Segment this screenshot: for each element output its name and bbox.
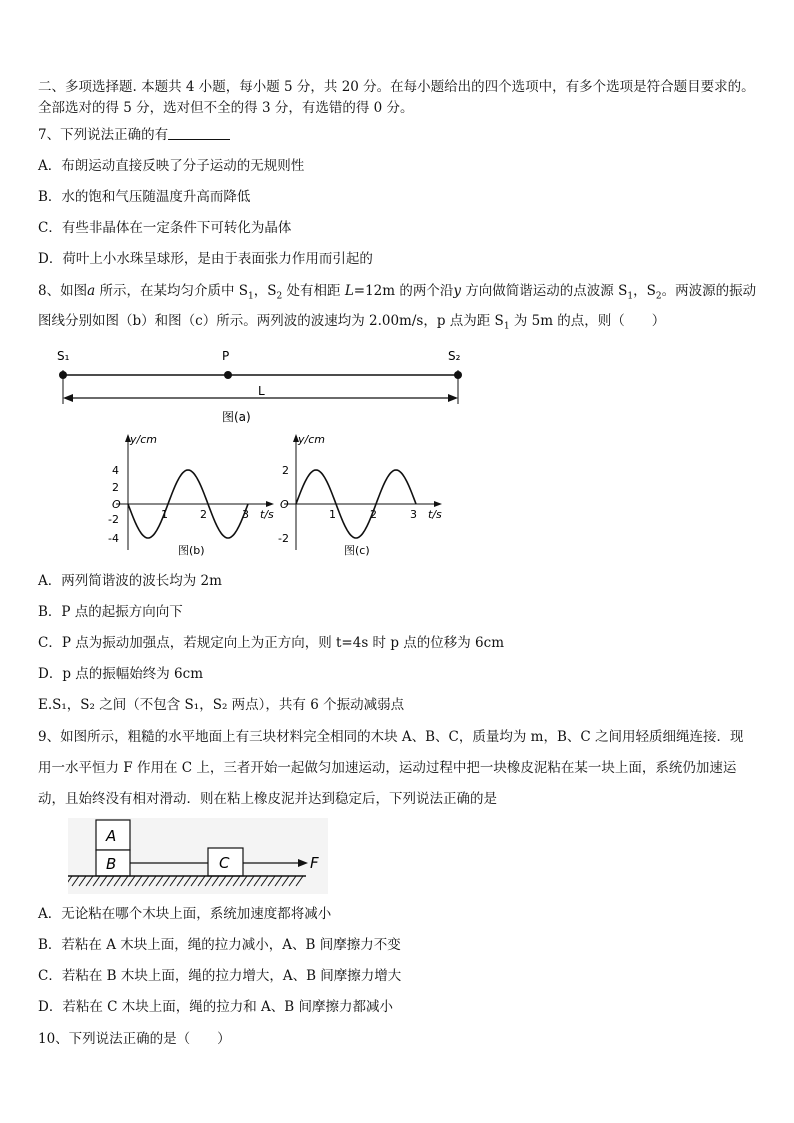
answer-blank bbox=[168, 126, 230, 140]
ytick: -4 bbox=[108, 532, 119, 545]
xtick: 1 bbox=[329, 508, 336, 521]
origin-label: O bbox=[280, 498, 289, 511]
q7-option-d: D．荷叶上小水珠呈球形，是由于表面张力作用而引起的 bbox=[38, 251, 373, 267]
xlabel: t/s bbox=[428, 508, 442, 521]
figure-a-caption: 图(a) bbox=[222, 410, 251, 424]
q7-option-c: C．有些非晶体在一定条件下可转化为晶体 bbox=[38, 220, 292, 236]
q8-option-e: E.S₁，S₂ 之间（不包含 S₁，S₂ 两点），共有 6 个振动减弱点 bbox=[38, 697, 405, 713]
section-header-line2: 全部选对的得 5 分，选对但不全的得 3 分，有选错的得 0 分。 bbox=[38, 100, 414, 116]
q10-stem: 10、下列说法正确的是（ ） bbox=[38, 1031, 231, 1047]
xtick: 3 bbox=[242, 508, 249, 521]
block-b-label: B bbox=[106, 855, 117, 873]
force-label: F bbox=[310, 854, 319, 872]
q8-stem-line2: 图线分别如图（b）和图（c）所示。两列波的波速均为 2.00m/s，p 点为距 $S_1$ 为 5m 的点，则（ ） bbox=[38, 313, 666, 332]
q8-option-b: B．P 点的起振方向向下 bbox=[38, 604, 183, 620]
q7-option-a: A．布朗运动直接反映了分子运动的无规则性 bbox=[38, 158, 305, 174]
q7-stem bbox=[38, 126, 230, 144]
ylabel: y/cm bbox=[130, 433, 157, 446]
q8-option-a: A．两列简谐波的波长均为 2m bbox=[38, 573, 222, 589]
ytick: -2 bbox=[278, 532, 289, 545]
ytick: 4 bbox=[112, 464, 119, 477]
s2-label: S₂ bbox=[448, 349, 461, 363]
q7-option-b: B．水的饱和气压随温度升高而降低 bbox=[38, 189, 251, 205]
origin-label: O bbox=[112, 498, 121, 511]
figure-b-caption: 图(b) bbox=[178, 544, 205, 557]
block-a-label: A bbox=[106, 827, 117, 845]
s1-label: S₁ bbox=[57, 349, 70, 363]
figure-c-caption: 图(c) bbox=[344, 544, 370, 557]
q9-stem-line2: 用一水平恒力 F 作用在 C 上，三者开始一起做匀加速运动，运动过程中把一块橡皮泥粘在某一块上面，系统仍加速运 bbox=[38, 760, 737, 776]
ytick: -2 bbox=[108, 513, 119, 526]
xtick: 1 bbox=[161, 508, 168, 521]
xtick: 3 bbox=[410, 508, 417, 521]
q8-option-c: C．P 点为振动加强点，若规定向上为正方向，则 t=4s 时 p 点的位移为 6cm bbox=[38, 635, 505, 651]
block-c-label: C bbox=[219, 854, 230, 872]
figure-a bbox=[50, 346, 470, 428]
q8-stem-line1: 8、如图a 所示，在某均匀介质中 $S_1$，$S_2$ 处有相距 L=12m 的两个沿y 方向做简谐运动的点波源 $S_1$，$S_2$。两波源的振动 bbox=[38, 283, 757, 302]
ytick: 2 bbox=[112, 481, 119, 494]
length-label: L bbox=[258, 384, 265, 398]
q7-stem-text: 7、下列说法正确的有 bbox=[38, 127, 169, 143]
q9-stem-line3: 动，且始终没有相对滑动．则在粘上橡皮泥并达到稳定后，下列说法正确的是 bbox=[38, 791, 497, 807]
ylabel: y/cm bbox=[298, 433, 325, 446]
q9-option-d: D．若粘在 C 木块上面，绳的拉力和 A、B 间摩擦力都减小 bbox=[38, 999, 393, 1015]
q9-blocks-figure bbox=[68, 818, 328, 894]
q9-option-c: C．若粘在 B 木块上面，绳的拉力增大，A、B 间摩擦力增大 bbox=[38, 968, 402, 984]
section-header-line1: 二、多项选择题. 本题共 4 小题，每小题 5 分，共 20 分。在每小题给出的四个选项中，有多个选项是符合题目要求的。 bbox=[38, 79, 755, 95]
p-label: P bbox=[222, 349, 230, 363]
figure-c-graph bbox=[276, 432, 448, 560]
q9-option-a: A．无论粘在哪个木块上面，系统加速度都将减小 bbox=[38, 906, 332, 922]
q8-option-d: D．p 点的振幅始终为 6cm bbox=[38, 666, 203, 682]
q9-stem-line1: 9、如图所示，粗糙的水平地面上有三块材料完全相同的木块 A、B、C，质量均为 m，B、C 之间用轻质细绳连接．现 bbox=[38, 729, 744, 745]
xlabel: t/s bbox=[260, 508, 274, 521]
xtick: 2 bbox=[200, 508, 207, 521]
ytick: 2 bbox=[282, 464, 289, 477]
figure-b-graph bbox=[108, 432, 280, 560]
xtick: 2 bbox=[370, 508, 377, 521]
p-point bbox=[224, 371, 232, 379]
q9-option-b: B．若粘在 A 木块上面，绳的拉力减小，A、B 间摩擦力不变 bbox=[38, 937, 401, 953]
